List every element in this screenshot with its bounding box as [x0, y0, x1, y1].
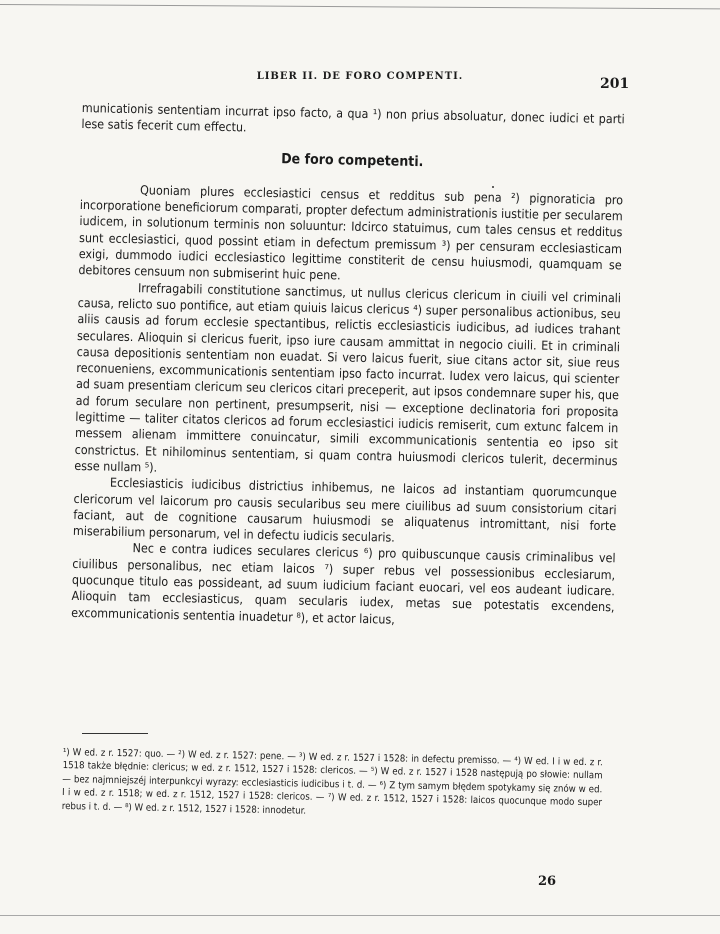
paragraph-3: Ecclesiasticis iudicibus districtius inhibemus, ne laicos ad instantiam quorumcunque clericorum vel laicorum pro causis secularibus seu mere ciuilibus ad suum consistorium citari faciant, aut de cognitione causarum huiusmodi se aliquatenus intromittant, nisi forte miserabilium personarum, vel in defectu iudicis secularis.	[72, 474, 618, 545]
page-top-edge	[0, 4, 720, 9]
footnote-text: ¹) W ed. z r. 1527: quo. — ²) W ed. z r. 1527: pene. — ³) W ed. z r. 1527 i 1528: in defectu premisso. — ⁴) W ed. I i w ed. z r. 1518 także błędnie: clericus; w ed. z r. 1512, 1527 i 1528: clericos. — ⁵) W ed. z r. 1527 i 1528 następują po słowie: nullam — bez najmniejszéj interpunkcyi wyrazy: ecclesiasticis iudicibus i t. d. — ⁶) Z tym samym błędem spotykamy się znów w ed. I i w ed. z r. 1518; w ed. z r. 1512, 1527 i 1528: clericos. — ⁷) W ed. z r. 1512, 1527 i 1528: laicos quocunque modo super rebus i t. d. — ⁸) W ed. z r. 1512, 1527 i 1528: innodetur.	[61, 746, 603, 817]
page-number: 201	[600, 76, 630, 92]
paragraph-4: Nec e contra iudices seculares clericus ⁶) pro quibuscunque causis criminalibus vel ciuilibus personalibus, nec etiam laicos ⁷) super rebus vel possessionibus ecclesiarum, quocunque titulo eas possideant, ad suum iudicium faciant euocari, vel eos audeant iudicare. Alioquin tam ecclesiasticus, quam secularis iudex, metas sue potestatis excendens, excommunicationis sententia inuadetur ⁸), et actor laicus,	[71, 540, 616, 627]
footnotes	[62, 746, 603, 823]
page-bottom-edge	[0, 915, 720, 916]
paragraph-intro: municationis sententiam incurrat ipso facto, a qua ¹) non prius absoluatur, donec iudici et parti lese satis fecerit cum effectu.	[81, 100, 625, 135]
paragraph-2: Irrefragabili constitutione sanctimus, ut nullus clericus clericum in ciuili vel criminali causa, relicto suo pontifice, aut etiam quiuis laicus clericus ⁴) super personalibus actionibus, seu aliis causis ad forum ecclesie spectantibus, relictis ecclesiasticis iudicibus, ad iudices trahant seculares. Alioquin si clericus fuerit, ipso iure causam ammittat in negocio ciuili. Et in criminali causa depositionis sententiam non euadat. Si vero laicus fuerit, siue citans actor sit, siue reus reconueniens, excommunicationis sententiam ipso facto incurrat. Iudex vero laicus, qui scienter ad suam presentiam clericum seu clericos citari preceperit, aut ipsos condemnare super his, que ad forum seculare non pertinent, presumpserit, nisi — exceptione declinatoria fori proposita legittime — taliter citatos clericos ad forum ecclesiastici iudicis remiserit, cum extunc falcem in messem alienam immittere conuincatur, simili excommunicationis sententia eo ipso sit constrictus. Et nihilominus sententiam, si quam contra huiusmodi clericos tulerit, decerminus esse nullam ⁵).	[74, 279, 622, 475]
running-title: LIBER II. DE FORO COMPENTI.	[256, 71, 464, 82]
signature-mark: 26	[538, 874, 557, 889]
section-heading: De foro competenti.	[281, 150, 424, 170]
footnote-rule	[82, 733, 148, 734]
main-text	[71, 100, 625, 632]
paragraph-1: Quoniam plures ecclesiastici census et redditus sub pena ²) pignoraticia pro incorporatione beneficiorum comparati, propter defectum administrationis iustitie per secularem iudicem, in solutionum terminis non soluuntur: Idcirco statuimus, cum tales census et redditus sunt ecclesiastici, quod possint etiam in defectum premissum ³) per censuram ecclesiasticam exigi, dummodo iudici ecclesiastico legittime constiterit de censu huiusmodi, quamquam se debitores censuum non submiserint huic pene.	[78, 182, 624, 283]
